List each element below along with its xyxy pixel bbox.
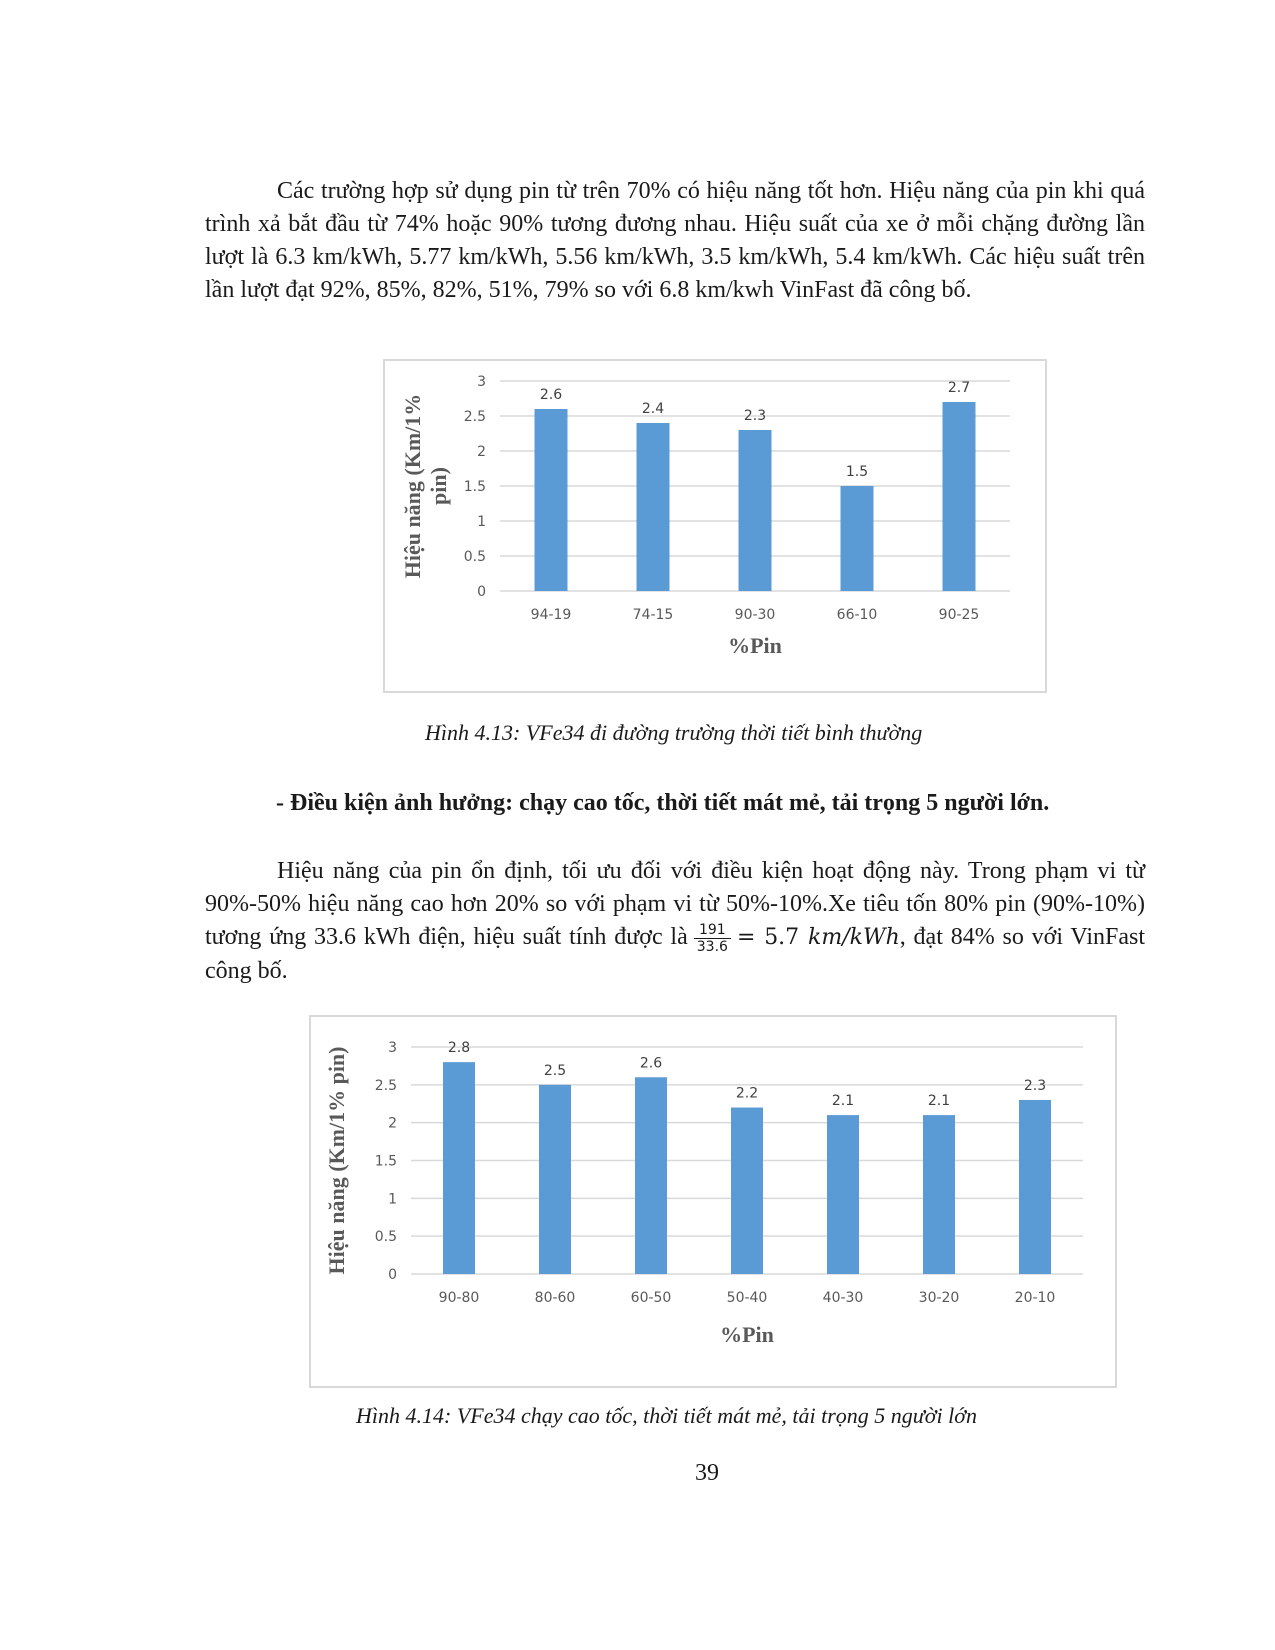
x-tick-label: 66-10: [836, 607, 878, 623]
equation-value: = 5.7: [736, 925, 800, 950]
y-tick-label: 1: [388, 1191, 397, 1208]
x-tick-label: 40-30: [822, 1290, 864, 1306]
equation-unit: km/kWh: [808, 925, 900, 950]
data-label: 2.1: [927, 1093, 951, 1110]
bar: [539, 1085, 571, 1274]
fraction: [694, 922, 731, 955]
data-label: 2.5: [543, 1062, 567, 1079]
page-number: 39: [695, 1460, 719, 1486]
bar: [827, 1115, 859, 1274]
chart-2: [309, 1015, 1117, 1388]
y-tick-label: 2: [388, 1115, 397, 1132]
fraction-numerator: 191: [694, 922, 731, 939]
bar: [635, 1077, 667, 1274]
fraction-denominator: 33.6: [696, 938, 728, 955]
x-axis-title: %Pin: [720, 1322, 774, 1347]
x-tick-label: 60-50: [630, 1290, 672, 1306]
paragraph-1-text: Các trường hợp sử dụng pin từ trên 70% có hiệu năng tốt hơn. Hiệu năng của pin khi quá trình xả bắt đầu từ 74% hoặc 90% tương đương nhau. Hiệu suất của xe ở mỗi chặng đường lần lượt là 6.3 km/kWh, 5.77 km/kWh, 5.56 km/kWh, 3.5 km/kWh, 5.4 km/kWh. Các hiệu suất trên lần lượt đạt 92%, 85%, 82%, 51%, 79% so với 6.8 km/kwh VinFast đã công bố.: [205, 178, 1145, 303]
y-tick-label: 0.5: [374, 1229, 397, 1246]
data-label: 2.7: [947, 380, 971, 396]
bar: [731, 1108, 763, 1274]
y-axis-title: Hiệu năng (Km/1%: [400, 393, 425, 579]
x-tick-label: 90-25: [938, 607, 980, 623]
x-tick-label: 74-15: [632, 607, 674, 623]
x-tick-label: 20-10: [1014, 1290, 1056, 1306]
paragraph-2: [205, 855, 1145, 988]
bar: [535, 409, 568, 591]
paragraph-2-tail: , đạt 84% so với VinFast công bố.: [205, 924, 1145, 984]
y-tick-label: 3: [388, 1040, 397, 1056]
y-tick-label: 2: [477, 444, 486, 460]
chart-1-svg: [385, 361, 1045, 691]
paragraph-2-text: Hiệu năng của pin ổn định, tối ưu đối với điều kiện hoạt động này. Trong phạm vi từ 90%-50% hiệu năng cao hơn 20% so với phạm vi từ 50%-10%.Xe tiêu tốn 80% pin (90%-10%) tương ứng 33.6 kWh điện, hiệu suất tính được là: [205, 858, 1145, 950]
bar: [841, 486, 874, 591]
y-axis-title: pin): [426, 467, 451, 505]
bar: [923, 1115, 955, 1274]
figure-caption-2: Hình 4.14: VFe34 chạy cao tốc, thời tiết mát mẻ, tải trọng 5 người lớn: [356, 1403, 977, 1428]
y-axis-title: Hiệu năng (Km/1% pin): [324, 1046, 349, 1275]
y-tick-label: 3: [477, 374, 486, 390]
paragraph-1: [205, 175, 1145, 307]
data-label: 2.3: [743, 408, 767, 424]
bar: [1019, 1100, 1051, 1274]
x-axis-title: %Pin: [728, 633, 782, 658]
data-label: 2.3: [1023, 1077, 1047, 1094]
x-tick-label: 30-20: [918, 1290, 960, 1306]
y-tick-label: 2.5: [463, 409, 486, 425]
data-label: 2.4: [641, 401, 665, 417]
data-label: 2.6: [539, 387, 563, 403]
data-label: 2.1: [831, 1093, 855, 1110]
y-tick-label: 1: [477, 514, 486, 530]
bar: [739, 430, 772, 591]
x-tick-label: 90-30: [734, 607, 776, 623]
x-tick-label: 94-19: [530, 607, 572, 623]
equation-result: [737, 925, 900, 950]
y-tick-label: 0: [388, 1267, 397, 1283]
bar: [443, 1062, 475, 1274]
x-tick-label: 90-80: [438, 1290, 480, 1306]
x-tick-label: 50-40: [726, 1290, 768, 1306]
x-tick-label: 80-60: [534, 1290, 576, 1306]
chart-1: [383, 359, 1047, 693]
y-tick-label: 1.5: [374, 1153, 397, 1170]
figure-caption-1: Hình 4.13: VFe34 đi đường trường thời tiết bình thường: [425, 720, 923, 745]
data-label: 2.8: [447, 1040, 471, 1057]
data-label: 1.5: [845, 464, 869, 480]
bar: [637, 423, 670, 591]
chart-2-svg: [311, 1017, 1115, 1386]
data-label: 2.6: [639, 1055, 663, 1072]
bar: [943, 402, 976, 591]
y-tick-label: 0: [477, 584, 486, 600]
data-label: 2.2: [735, 1085, 759, 1102]
y-tick-label: 0.5: [463, 549, 486, 565]
section-heading: - Điều kiện ảnh hưởng: chạy cao tốc, thời tiết mát mẻ, tải trọng 5 người lớn.: [276, 790, 1050, 816]
y-tick-label: 2.5: [374, 1077, 397, 1094]
y-tick-label: 1.5: [463, 479, 486, 495]
